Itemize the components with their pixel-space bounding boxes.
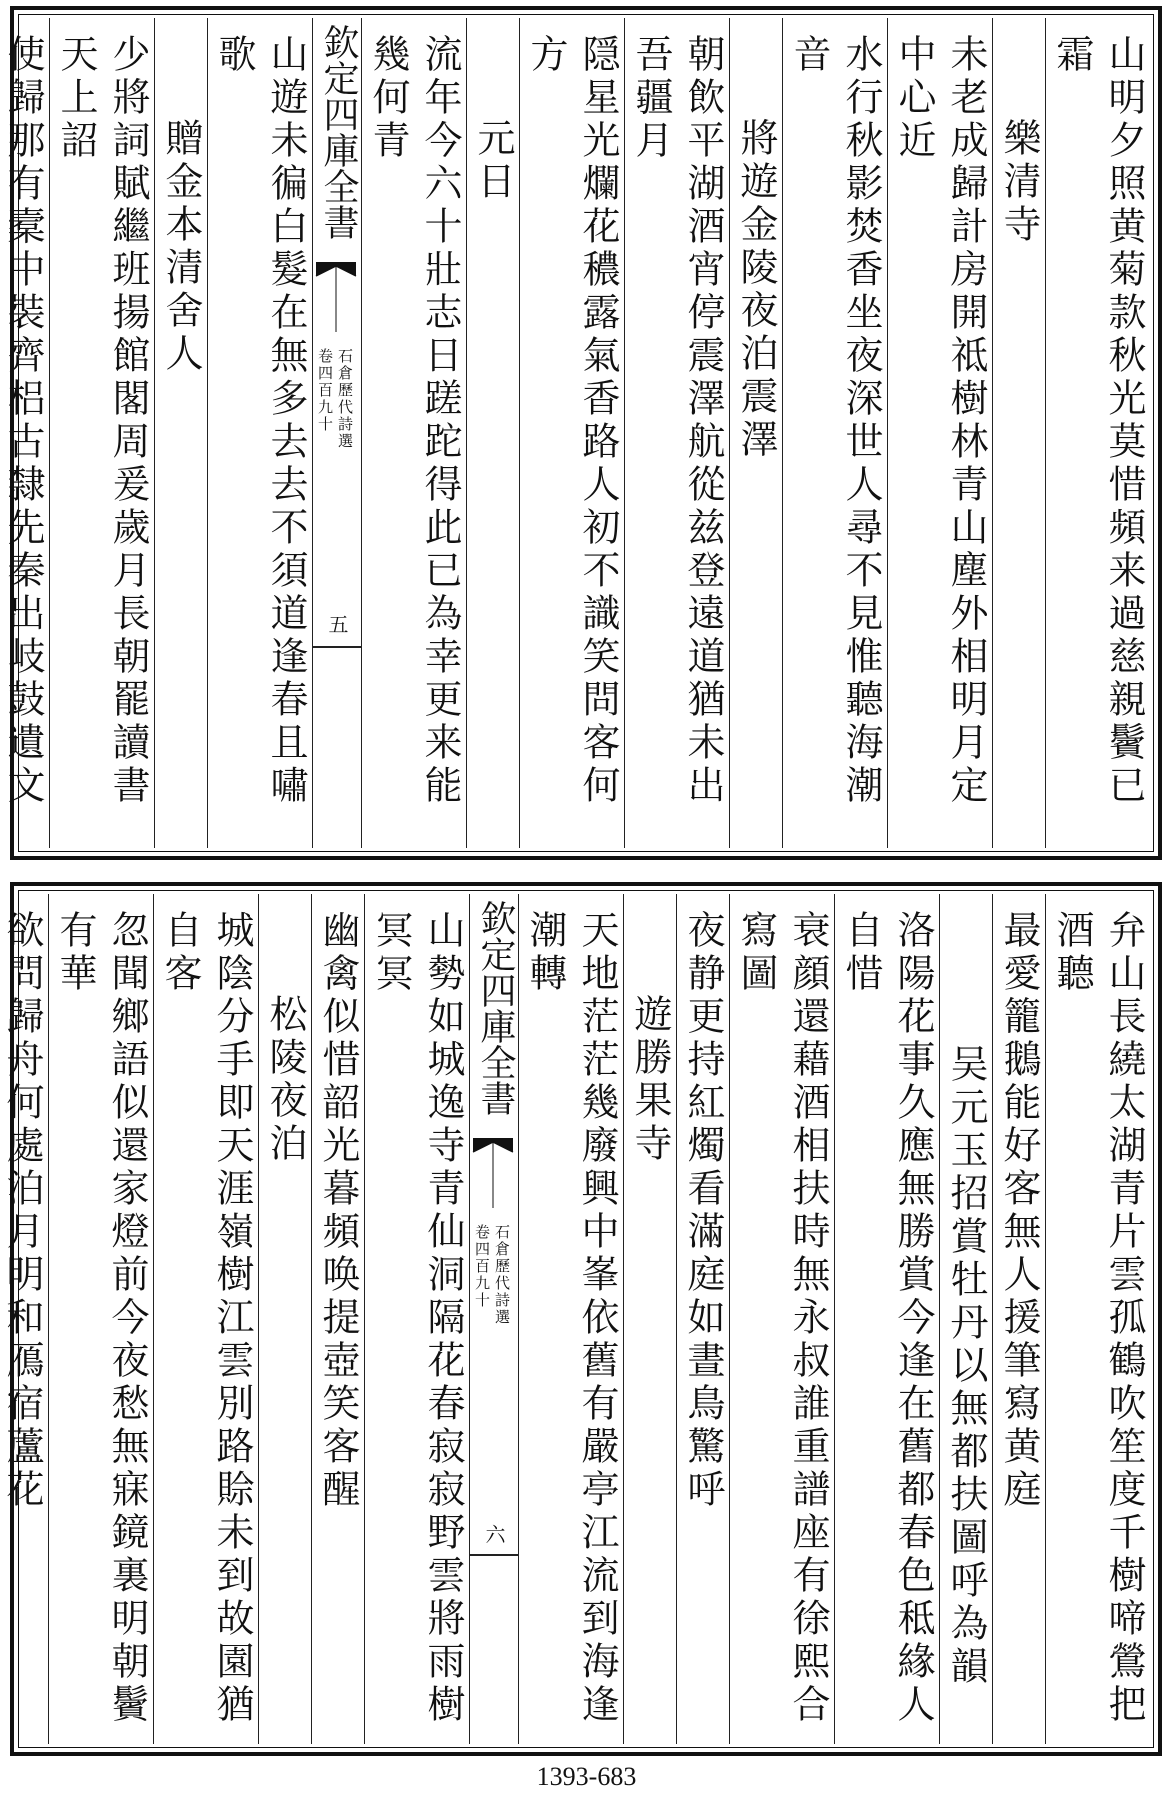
poem-title: 樂清寺 <box>992 18 1045 848</box>
poem-title: 松陵夜泊 <box>258 894 311 1744</box>
text-column: 山遊未徧白髮在無多去去不須道逢春且嘯歌 <box>207 18 312 848</box>
poem-title: 吴元玉招賞牡丹以無都扶圖呼為韻 <box>939 894 992 1744</box>
poem-title: 元日 <box>466 18 519 848</box>
fishtail-mark-icon <box>473 1138 513 1208</box>
text-column: 隠星光爛花穠露氣香路人初不識笑問客何方 <box>519 18 624 848</box>
bottom-page-panel <box>0 882 1162 1756</box>
leaf-number: 五 <box>325 614 349 634</box>
text-column: 水行秋影焚香坐夜深世人尋不見惟聽海潮音 <box>782 18 887 848</box>
poem-title: 遊勝果寺 <box>623 894 676 1744</box>
margin-rule <box>313 646 361 648</box>
text-column: 幽禽似惜韶光暮頻唤提壺笑客醒 <box>311 894 364 1744</box>
poem-title: 贈金本清舍人 <box>154 18 207 848</box>
text-column: 天地茫茫幾廢興中峯依舊有嚴亭江流到海逢潮轉 <box>518 894 623 1744</box>
text-column: 山勢如城逸寺青仙洞隔花春寂寂野雲將雨樹冥冥 <box>364 894 469 1744</box>
leaf-number: 六 <box>482 1524 506 1544</box>
text-column: 欲問歸舟何處泊月明和鴈宿蘆花 <box>0 894 48 1744</box>
text-column: 城陰分手即天涯嶺樹江雲別路賒未到故園猶自客 <box>153 894 258 1744</box>
anthology-title: 石倉歷代詩選 <box>493 1224 511 1326</box>
text-column: 最愛籠鵝能好客無人援筆寫黄庭 <box>992 894 1045 1744</box>
juan-number: 卷四百九十 <box>473 1224 491 1309</box>
bottom-columns <box>0 894 1150 1744</box>
text-column: 朝飲平湖酒宵停震澤航從兹登遠道猶未出吾疆月 <box>624 18 729 848</box>
anthology-title: 石倉歷代詩選 <box>336 348 354 450</box>
text-column: 洛陽花事久應無勝賞今逢在舊都春色秪緣人自惜 <box>834 894 939 1744</box>
top-columns <box>1 18 1150 848</box>
text-column: 弁山長繞太湖青片雲孤鶴吹笙度千樹啼鶯把酒聽 <box>1045 894 1150 1744</box>
book-title: 欽定四庫全書 <box>318 24 359 240</box>
book-title: 欽定四庫全書 <box>475 900 516 1116</box>
text-column: 未老成歸計房開祗樹林青山塵外相明月定中心近 <box>887 18 992 848</box>
text-column: 夜静更持紅燭看滿庭如晝鳥驚呼 <box>676 894 729 1744</box>
text-column: 忽聞鄉語似還家燈前今夜愁無寐鏡裏明朝鬢有華 <box>48 894 153 1744</box>
poem-title: 將遊金陵夜泊震澤 <box>729 18 782 848</box>
text-column: 山明夕照黄菊款秋光莫惜頻来過慈親鬢已霜 <box>1045 18 1150 848</box>
text-column: 流年今六十壯志日蹉跎得此已為幸更来能幾何青 <box>361 18 466 848</box>
page-number: 1393-683 <box>536 1762 637 1791</box>
top-page-panel <box>1 6 1162 860</box>
margin-rule <box>470 1554 518 1556</box>
text-column: 衰顔還藉酒相扶時無永叔誰重譜座有徐熙合寫圖 <box>729 894 834 1744</box>
text-column: 使歸那有槖中裝齊梠古隸先秦出岐鼓遺文 <box>0 18 49 848</box>
fishtail-mark-icon <box>316 262 356 332</box>
juan-number: 卷四百九十 <box>316 348 334 433</box>
text-column: 少將詞賦繼班揚館閣周爰歲月長朝罷讀書天上詔 <box>49 18 154 848</box>
center-margin <box>469 894 518 1744</box>
center-margin <box>312 18 361 848</box>
